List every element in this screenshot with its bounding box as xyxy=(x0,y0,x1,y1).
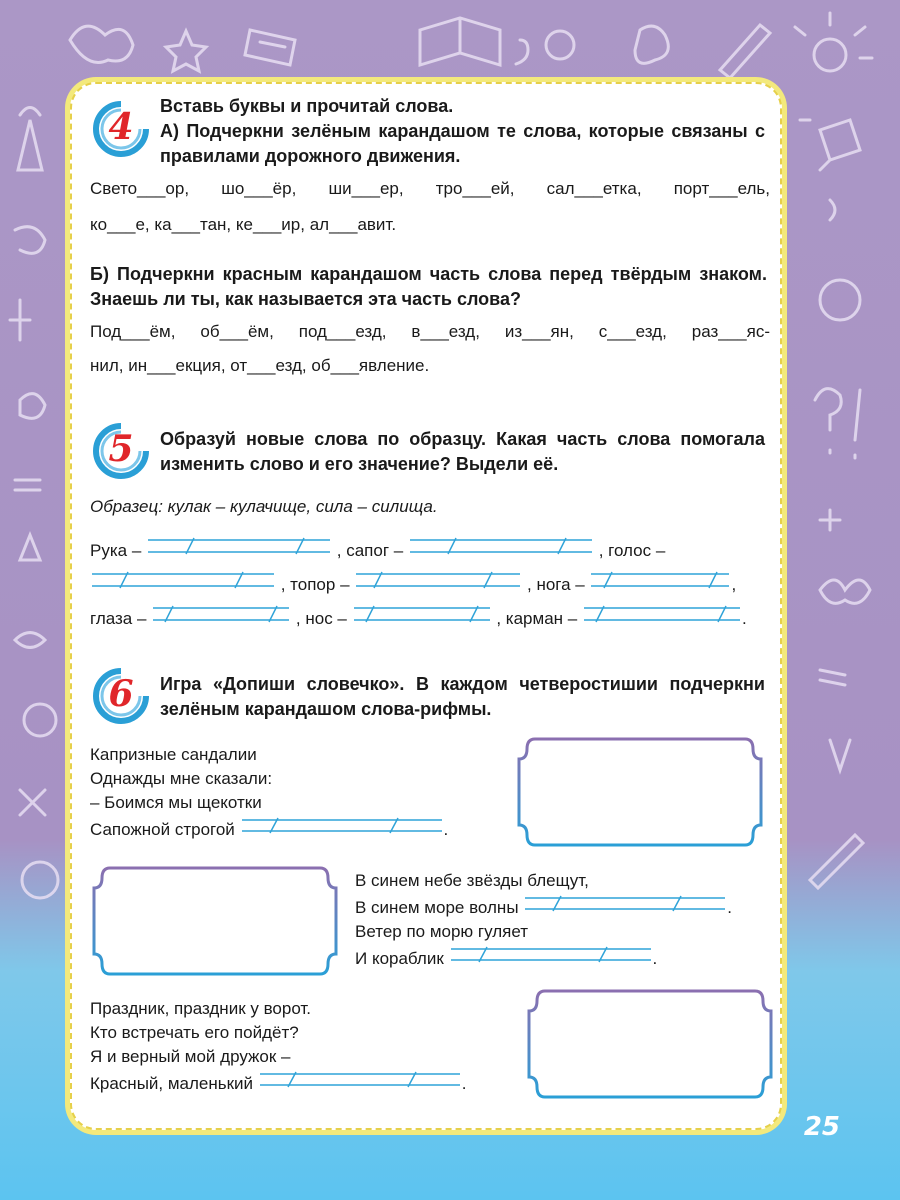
task-4-line-1: Свето___ор, шо___ёр, ши___ер, тро___ей, сал___етка, порт___ель, xyxy=(90,179,770,198)
period: . xyxy=(741,609,747,628)
icecream-doodle xyxy=(18,108,42,171)
task-5-number: 5 xyxy=(108,428,134,470)
answer-line[interactable] xyxy=(354,568,522,590)
answer-line[interactable] xyxy=(449,944,653,964)
poem-3-line-2: Кто встречать его пойдёт? xyxy=(90,1023,299,1042)
answer-line[interactable] xyxy=(582,602,742,624)
task-4-heading-1: Вставь буквы и прочитай слова. xyxy=(160,96,454,116)
drawing-frame-1[interactable] xyxy=(513,733,767,851)
answer-line[interactable] xyxy=(258,1069,462,1089)
pencil-doodle xyxy=(720,25,770,78)
word-nos: , нос – xyxy=(295,609,347,628)
apple-doodle xyxy=(546,31,574,59)
task-5-row-1 xyxy=(90,534,770,562)
task-4-number: 4 xyxy=(108,106,134,148)
sun-doodle xyxy=(814,39,846,71)
task-4-heading-2: А) Подчеркни зелёным карандашом те слова, которые связаны с правилами дорожного движения. xyxy=(160,121,765,166)
question-doodle xyxy=(815,389,841,453)
flower-doodle xyxy=(166,31,206,71)
poem-2-line-4: И кораблик . xyxy=(355,944,732,971)
poem-1-line-4: Сапожной строгой . xyxy=(90,815,448,842)
poem-1-line-3: – Боимся мы щекотки xyxy=(90,793,262,812)
word-noga: , нога – xyxy=(527,575,585,594)
task-5-heading: Образуй новые слова по образцу. Какая часть слова помогала изменить слово и его значение? Выдели её. xyxy=(160,429,765,474)
task-4-heading-b: Б) Подчеркни красным карандашом часть слова перед твёрдым знаком. Знаешь ли ты, как называется эта часть слова? xyxy=(90,264,767,309)
answer-line[interactable] xyxy=(408,534,594,556)
answer-line[interactable] xyxy=(589,568,731,590)
task-4-line-2: ко___е, ка___тан, ке___ир, ал___авит. xyxy=(90,215,397,234)
task-5-row-2 xyxy=(90,568,770,596)
house-doodle xyxy=(820,120,860,170)
poem-3-line-1: Праздник, праздник у ворот. xyxy=(90,999,312,1018)
poem-2-line-1: В синем небе звёзды блещут, xyxy=(355,871,589,890)
splash-doodle xyxy=(635,26,668,63)
word-golos: , голос – xyxy=(598,541,666,560)
word-glaza: глаза – xyxy=(90,609,147,628)
butterfly-doodle xyxy=(820,580,870,603)
poem-1-line-2: Однажды мне сказали: xyxy=(90,769,273,788)
book-doodle xyxy=(420,18,500,65)
answer-line[interactable] xyxy=(90,568,276,590)
task-5-sample: Образец: кулак – кулачище, сила – силища. xyxy=(90,497,438,516)
answer-line[interactable] xyxy=(146,534,332,556)
poem-3-line-3: Я и верный мой дружок – xyxy=(90,1047,291,1066)
task-4-line-3: Под___ём, об___ём, под___езд, в___езд, из___ян, с___езд, раз___яс- xyxy=(90,322,770,341)
comma-doodle xyxy=(516,40,528,64)
answer-line[interactable] xyxy=(151,602,291,624)
word-topor: , топор – xyxy=(280,575,350,594)
task-5-row-3 xyxy=(90,602,770,630)
task-6-number: 6 xyxy=(108,673,134,715)
poem-2-line-2: В синем море волны . xyxy=(355,893,732,920)
word-sapog: , сапог – xyxy=(336,541,404,560)
answer-line[interactable] xyxy=(523,893,727,913)
task-4-line-4: нил, ин___екция, от___езд, об___явление. xyxy=(90,356,430,375)
answer-line[interactable] xyxy=(240,815,444,835)
poem-1 xyxy=(90,743,448,842)
ruler-doodle xyxy=(245,30,295,65)
task-6-heading: Игра «Допиши словечко». В каждом четверостишии подчеркни зелёным карандашом слова-рифмы. xyxy=(160,674,765,719)
cloud-doodle xyxy=(70,26,133,62)
poem-1-line-1: Капризные сандалии xyxy=(90,745,257,764)
drawing-frame-3[interactable] xyxy=(523,985,777,1103)
poem-2-line-3: Ветер по морю гуляет xyxy=(355,922,529,941)
poem-3-line-4: Красный, маленький . xyxy=(90,1069,467,1096)
drawing-frame-2[interactable] xyxy=(88,862,342,980)
poem-2 xyxy=(355,869,732,971)
page-number: 25 xyxy=(803,1112,840,1142)
comma: , xyxy=(731,575,737,594)
face-doodle xyxy=(820,280,860,320)
poem-3 xyxy=(90,997,467,1096)
word-ruka: Рука – xyxy=(90,541,142,560)
answer-line[interactable] xyxy=(352,602,492,624)
word-karman: , карман – xyxy=(496,609,578,628)
